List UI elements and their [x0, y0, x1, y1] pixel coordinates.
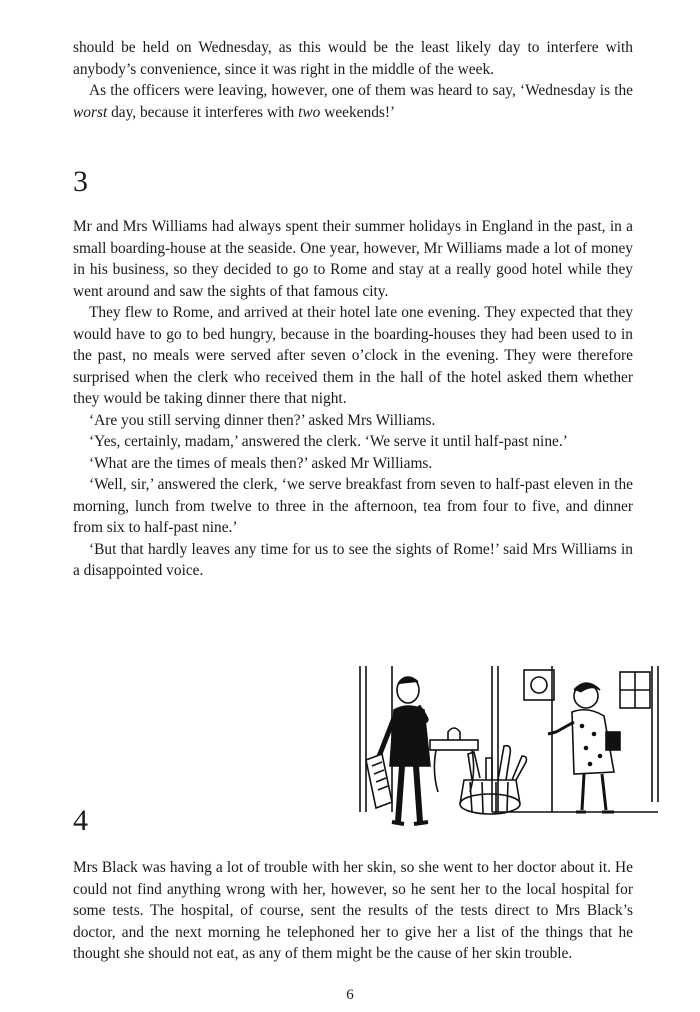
paragraph: ‘Are you still serving dinner then?’ asked Mrs Williams.	[89, 411, 436, 429]
paragraph: ‘What are the times of meals then?’ asked Mr Williams.	[89, 454, 433, 472]
italic-word: two	[298, 103, 321, 121]
paragraph: ‘But that hardly leaves any time for us to see the sights of Rome!’ said Mrs Williams in a disappointed voice.	[73, 540, 633, 579]
paragraph: They flew to Rome, and arrived at their hotel late one evening. They expected that they would have to go to bed hungry, because in the boarding-houses they had been used to in the past, no meals were served after seven o’clock in the evening. They were therefore surprised when the clerk who received them in the hall of the hotel asked them whether they would be taking dinner there that night.	[73, 304, 633, 407]
text-run: day, because it interferes with	[107, 103, 299, 121]
cartoon-illustration	[352, 662, 664, 838]
hotel-clerk-cartoon	[352, 662, 664, 838]
section-number: 4	[73, 804, 88, 837]
section-3-text	[73, 216, 633, 582]
paragraph: Mrs Black was having a lot of trouble with her skin, so she went to her doctor about it. He could not find anything wrong with her, however, so he sent her to the local hospital for some tests. The hospital, of course, sent the results of the tests direct to Mrs Black’s doctor, and the next morning he telephoned her to give her a list of the things that he thought she should not eat, as any of them might be the cause of her skin trouble.	[73, 859, 633, 962]
paragraph: ‘Yes, certainly, madam,’ answered the clerk. ‘We serve it until half-past nine.’	[89, 433, 568, 450]
paragraph: should be held on Wednesday, as this would be the least likely day to interfere with anybody’s convenience, since it was right in the middle of the week.	[73, 39, 633, 78]
paragraph	[73, 80, 633, 123]
section-4-text	[73, 857, 633, 965]
page-number: 6	[346, 987, 354, 1003]
italic-word: worst	[73, 103, 108, 121]
text-run: weekends!’	[320, 103, 396, 121]
text-run: As the officers were leaving, however, one of them was heard to say, ‘Wednesday is the	[89, 82, 633, 99]
paragraph: ‘Well, sir,’ answered the clerk, ‘we serve breakfast from seven to half-past eleven in the morning, lunch from twelve to three in the afternoon, tea from four to five, and dinner from six to half-past nine.’	[73, 476, 633, 536]
top-text	[73, 37, 633, 123]
section-number: 3	[73, 165, 88, 198]
paragraph: Mr and Mrs Williams had always spent their summer holidays in England in the past, in a small boarding-house at the seaside. One year, however, Mr Williams made a lot of money in his business, so they decided to go to Rome and stay at a really good hotel while they went around and saw the sights of that famous city.	[73, 218, 633, 300]
